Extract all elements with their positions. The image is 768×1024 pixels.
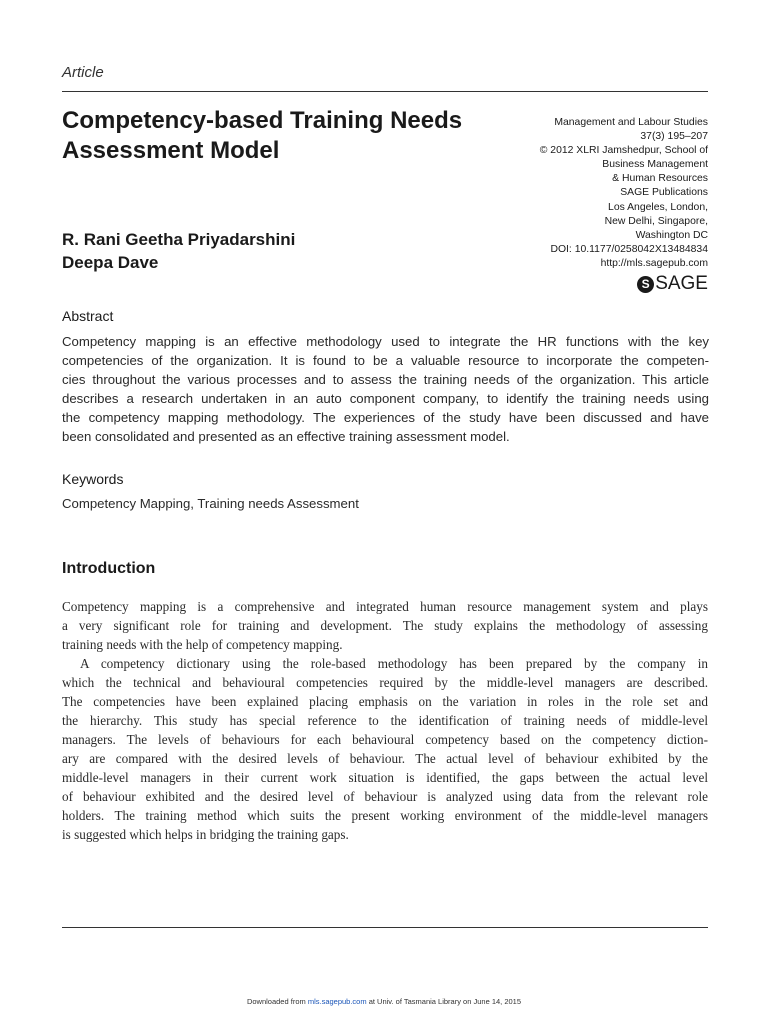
abstract-line: describes a research undertaken in an auto component company, to identify the training needs using <box>62 391 709 406</box>
body-line: ary are compared with the desired levels of behaviour. The actual level of behaviour exhibited by the <box>62 751 708 766</box>
download-prefix: Downloaded from <box>246 997 306 1006</box>
abstract-body <box>62 332 709 446</box>
bottom-divider <box>62 927 708 928</box>
author-name: R. Rani Geetha Priyadarshini <box>62 230 296 249</box>
title-line: Assessment Model <box>62 137 280 164</box>
publisher-name: SAGE Publications <box>620 187 708 199</box>
article-type-label: Article <box>62 64 104 81</box>
copyright-line: © 2012 XLRI Jamshedpur, School of <box>539 145 708 157</box>
sage-logo-mark: S <box>637 276 654 293</box>
journal-info-block <box>458 116 708 271</box>
body-line: The competencies have been explained placing emphasis on the variation in roles in the role set and <box>62 694 708 709</box>
introduction-body <box>62 597 708 844</box>
abstract-line: been consolidated and presented as an effective training assessment model. <box>62 429 510 444</box>
sage-logo-icon <box>637 273 708 295</box>
abstract-line: competencies of the organization. It is found to be a valuable resource to incorporate the competen- <box>62 353 709 368</box>
publisher-location: Los Angeles, London, <box>608 201 708 213</box>
abstract-heading: Abstract <box>62 308 114 324</box>
publisher-location: New Delhi, Singapore, <box>604 215 708 227</box>
copyright-line: Business Management <box>602 159 708 171</box>
sage-logo-text: SAGE <box>655 273 708 294</box>
body-line: which the technical and behavioural competencies required by the middle-level managers are described. <box>62 675 708 690</box>
body-line: is suggested which helps in bridging the training gaps. <box>62 827 349 842</box>
introduction-heading: Introduction <box>62 560 156 577</box>
abstract-line: cies throughout the various processes and to assess the training needs of the organization. This article <box>62 372 709 387</box>
keywords-heading: Keywords <box>62 471 124 487</box>
author-name: Deepa Dave <box>62 253 159 272</box>
body-line: Competency mapping is a comprehensive and integrated human resource management system and plays <box>62 599 708 614</box>
journal-url: http://mls.sagepub.com <box>600 257 708 269</box>
journal-name: Management and Labour Studies <box>554 117 708 128</box>
body-line: A competency dictionary using the role-based methodology has been prepared by the company in <box>80 656 708 671</box>
copyright-line: & Human Resources <box>612 173 708 185</box>
source-link[interactable]: mls.sagepub.com <box>307 997 367 1006</box>
abstract-line: the competency mapping methodology. The experiences of the study have been discussed and have <box>62 410 709 425</box>
body-line: holders. The training method which suits the present working environment of the middle-level managers <box>62 808 708 823</box>
author-list <box>62 228 295 274</box>
download-suffix: at Univ. of Tasmania Library on June 14, 2015 <box>368 997 522 1006</box>
article-title <box>62 106 502 166</box>
title-line: Competency-based Training Needs <box>62 107 463 134</box>
abstract-line: Competency mapping is an effective methodology used to integrate the HR functions with the key <box>62 334 709 349</box>
download-notice <box>0 997 768 1006</box>
body-line: of behaviour exhibited and the desired level of behaviour is analyzed using data from the relevant role <box>62 789 708 804</box>
publisher-location: Washington DC <box>635 229 708 241</box>
keywords-list: Competency Mapping, Training needs Assessment <box>62 496 359 511</box>
body-line: the hierarchy. This study has special reference to the identification of training needs of middle-level <box>62 713 708 728</box>
top-divider <box>62 91 708 92</box>
body-line: training needs with the help of competency mapping. <box>62 637 343 652</box>
body-line: middle-level managers in their current work situation is identified, the gaps between the actual level <box>62 770 708 785</box>
body-line: a very significant role for training and development. The study explains the methodology of assessing <box>62 618 708 633</box>
doi-line: DOI: 10.1177/0258042X13484834 <box>550 243 708 255</box>
body-line: managers. The levels of behaviours for each behavioural competency based on the competency diction- <box>62 732 708 747</box>
journal-volume: 37(3) 195–207 <box>640 131 708 143</box>
